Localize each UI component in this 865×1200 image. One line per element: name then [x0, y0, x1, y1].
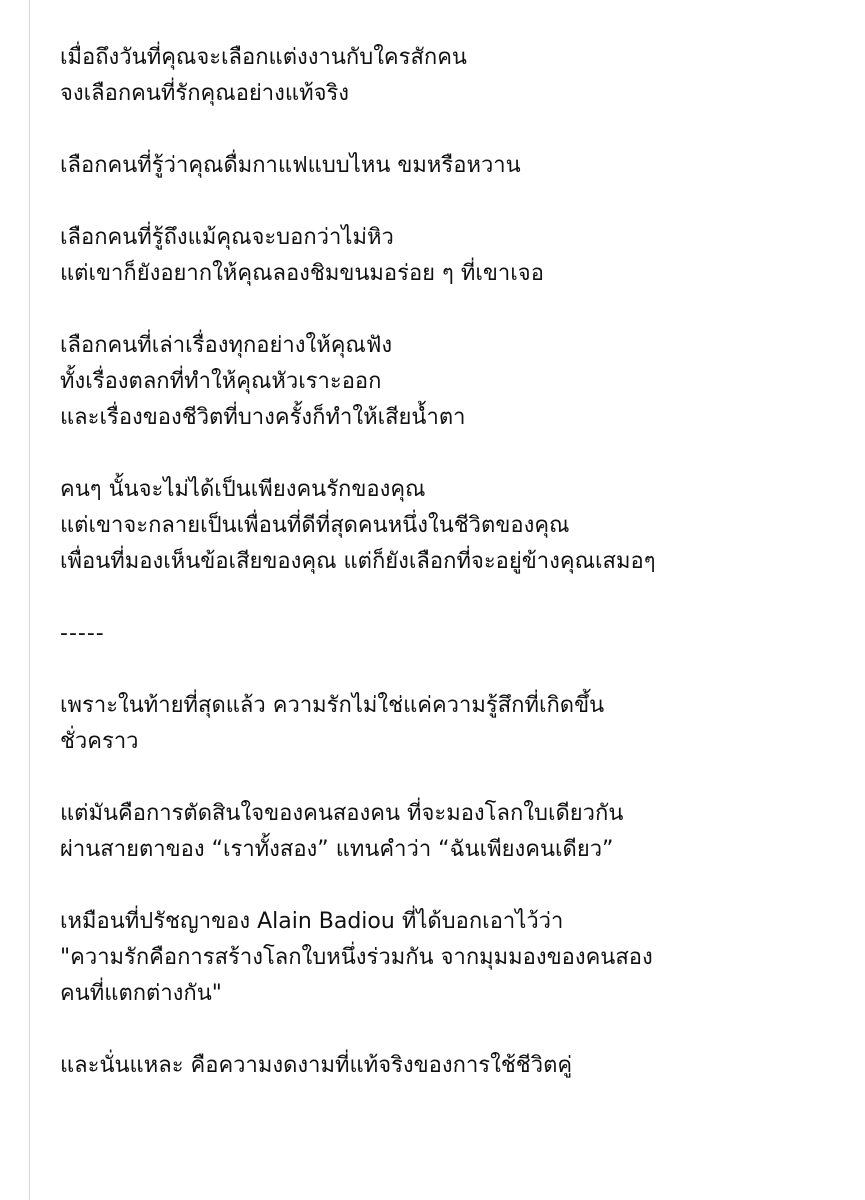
- text-line: เพราะในท้ายที่สุดแล้ว ความรักไม่ใช่แค่ความรู้สึกที่เกิดขึ้น: [60, 693, 605, 718]
- paragraph-4: [60, 328, 850, 436]
- document-text: [60, 40, 850, 1120]
- text-line: เหมือนที่ปรัชญาของ Alain Badiou ที่ได้บอกเอาไว้ว่า: [60, 909, 564, 934]
- paragraph-2: [60, 148, 850, 184]
- text-line: จงเลือกคนที่รักคุณอย่างแท้จริง: [60, 81, 350, 106]
- text-line: เมื่อถึงวันที่คุณจะเลือกแต่งงานกับใครสักคน: [60, 45, 467, 70]
- text-line: และนั่นแหละ คือความงดงามที่แท้จริงของการใช้ชีวิตคู่: [60, 1053, 573, 1078]
- document-page: [29, 0, 865, 1200]
- text-line: และเรื่องของชีวิตที่บางครั้งก็ทำให้เสียน้ำตา: [60, 405, 466, 430]
- paragraph-3: [60, 220, 850, 292]
- paragraph-5: [60, 472, 850, 580]
- text-line: เลือกคนที่รู้ถึงแม้คุณจะบอกว่าไม่หิว: [60, 225, 394, 250]
- text-line: เลือกคนที่เล่าเรื่องทุกอย่างให้คุณฟัง: [60, 333, 393, 358]
- text-line: "ความรักคือการสร้างโลกใบหนึ่งร่วมกัน จากมุมมองของคนสอง: [60, 945, 653, 970]
- section-divider: -----: [60, 621, 105, 646]
- paragraph-8: [60, 904, 850, 1012]
- text-line: ผ่านสายตาของ “เราทั้งสอง” แทนคำว่า “ฉันเพียงคนเดียว”: [60, 837, 614, 862]
- paragraph-1: [60, 40, 850, 112]
- text-line: แต่เขาก็ยังอยากให้คุณลองชิมขนมอร่อย ๆ ที่เขาเจอ: [60, 261, 544, 286]
- paragraph-6: [60, 688, 850, 760]
- text-line: แต่เขาจะกลายเป็นเพื่อนที่ดีที่สุดคนหนึ่งในชีวิตของคุณ: [60, 513, 570, 538]
- text-line: เลือกคนที่รู้ว่าคุณดื่มกาแฟแบบไหน ขมหรือหวาน: [60, 153, 521, 178]
- text-line: คนๆ นั้นจะไม่ได้เป็นเพียงคนรักของคุณ: [60, 477, 426, 502]
- paragraph-7: [60, 796, 850, 868]
- paragraph-9: [60, 1048, 850, 1084]
- text-line: แต่มันคือการตัดสินใจของคนสองคน ที่จะมองโลกใบเดียวกัน: [60, 801, 624, 826]
- text-line: คนที่แตกต่างกัน": [60, 981, 222, 1006]
- text-line: ชั่วคราว: [60, 729, 139, 754]
- text-line: เพื่อนที่มองเห็นข้อเสียของคุณ แต่ก็ยังเลือกที่จะอยู่ข้างคุณเสมอๆ: [60, 549, 656, 574]
- text-line: ทั้งเรื่องตลกที่ทำให้คุณหัวเราะออก: [60, 369, 382, 394]
